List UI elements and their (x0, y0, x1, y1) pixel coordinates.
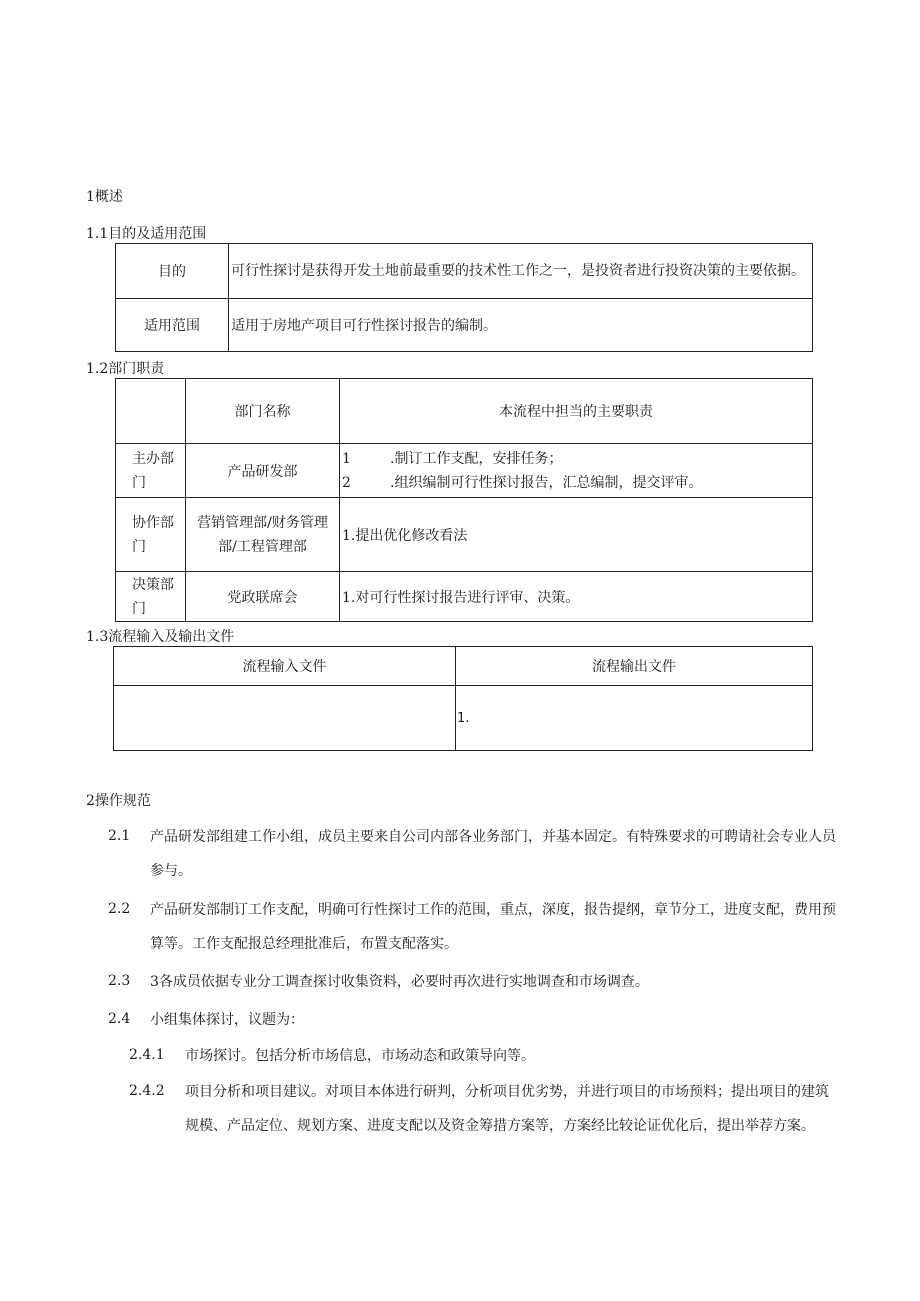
section-1-1-title: 1.1目的及适用范围 (86, 226, 207, 242)
table-row (116, 244, 813, 299)
dept-decision: 党政联席会 (186, 572, 340, 622)
duty-text: .组织编制可行性探讨报告，汇总编制，提交评审。 (390, 474, 703, 491)
item-text: 小组集体探讨，议题为： (150, 1012, 304, 1028)
item-text: 项目分析和项目建议。对项目本体进行研判，分析项目优劣势，并进行项目的市场预料；提出项目的建筑规模、产品定位、规划方案、进度支配以及资金筹措方案等，方案经比较论证优化后，提出举荐方案。 (185, 1084, 829, 1134)
scope-text: 适用于房地产项目可行性探讨报告的编制。 (229, 299, 813, 352)
duty-number: 1 (342, 450, 351, 467)
duties-host (340, 444, 813, 498)
duties-decision: 1.对可行性探讨报告进行评审、决策。 (340, 572, 813, 622)
header-input-files: 流程输入文件 (114, 647, 456, 686)
header-duties: 本流程中担当的主要职责 (340, 379, 813, 444)
dept-assist: 营销管理部/财务管理部/工程管理部 (186, 498, 340, 572)
input-files-cell (114, 686, 456, 751)
role-decision: 决策部门 (116, 572, 186, 622)
item-number: 2.4 (108, 1011, 131, 1027)
role-assist: 协作部门 (116, 498, 186, 572)
header-empty (116, 379, 186, 444)
role-host: 主办部门 (116, 444, 186, 498)
duties-assist: 1.提出优化修改看法 (340, 498, 813, 572)
table-row (116, 498, 813, 572)
purpose-label: 目的 (116, 244, 229, 299)
scope-label: 适用范围 (116, 299, 229, 352)
item-text: 3各成员依据专业分工调查探讨收集资料，必要时再次进行实地调查和市场调查。 (150, 974, 649, 990)
item-number: 2.4.1 (129, 1047, 165, 1063)
table-row (116, 379, 813, 444)
table-row (116, 299, 813, 352)
section-1-title: 1概述 (86, 189, 123, 205)
purpose-scope-table (115, 243, 813, 352)
item-number: 2.2 (108, 901, 131, 917)
department-duties-table (115, 378, 813, 622)
table-row (114, 686, 813, 751)
io-files-table (113, 646, 813, 751)
duty-text: .制订工作支配，安排任务； (390, 450, 563, 467)
table-row (116, 572, 813, 622)
table-row (116, 444, 813, 498)
header-output-files: 流程输出文件 (456, 647, 813, 686)
item-number: 2.3 (108, 973, 131, 989)
table-row (114, 647, 813, 686)
item-number: 2.4.2 (129, 1083, 165, 1099)
item-text: 产品研发部制订工作支配，明确可行性探讨工作的范围，重点，深度，报告提纲，章节分工，进度支配，费用预算等。工作支配报总经理批准后，布置支配落实。 (150, 902, 836, 952)
purpose-text: 可行性探讨是获得开发土地前最重要的技术性工作之一，是投资者进行投资决策的主要依据。 (229, 244, 813, 299)
item-text: 产品研发部组建工作小组，成员主要来自公司内部各业务部门，并基本固定。有特殊要求的可聘请社会专业人员参与。 (150, 829, 836, 879)
output-files-cell: 1. (456, 686, 813, 751)
section-2-title: 2操作规范 (86, 793, 151, 809)
section-1-2-title: 1.2部门职责 (86, 361, 165, 377)
item-number: 2.1 (108, 828, 131, 844)
dept-host: 产品研发部 (186, 444, 340, 498)
item-text: 市场探讨。包括分析市场信息，市场动态和政策导向等。 (185, 1048, 535, 1064)
section-1-3-title: 1.3流程输入及输出文件 (86, 629, 235, 645)
duty-number: 2 (342, 474, 351, 491)
header-dept-name: 部门名称 (186, 379, 340, 444)
